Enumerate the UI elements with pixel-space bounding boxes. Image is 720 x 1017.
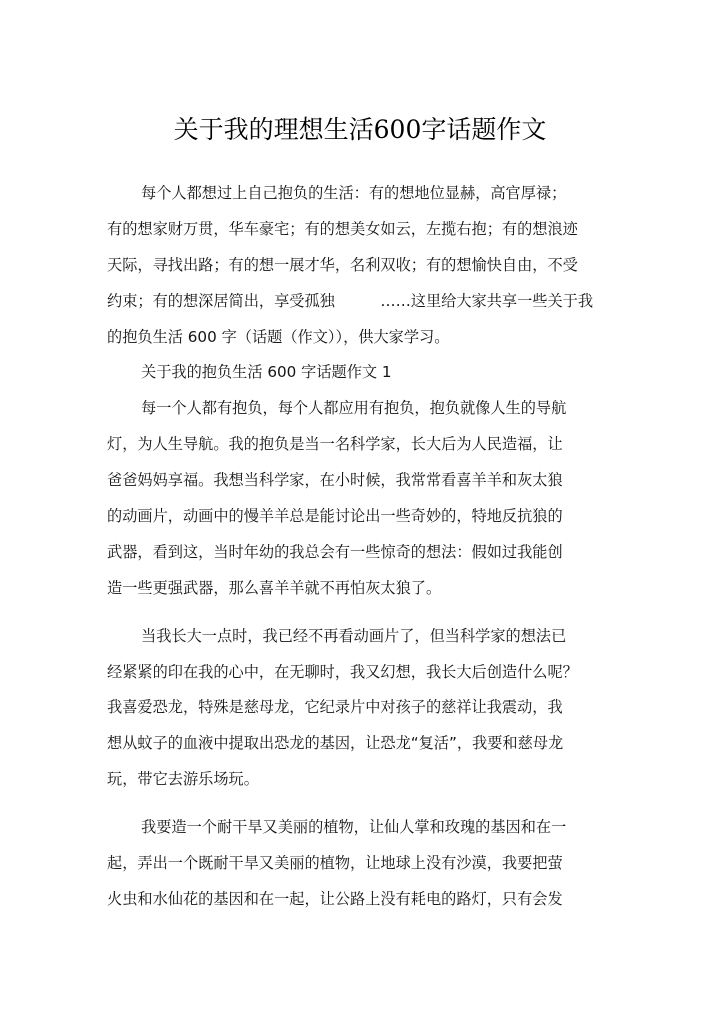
essay-heading bbox=[107, 355, 613, 391]
text-line: 灯，为人生导航。我的抱负是当一名科学家，长大后为人民造福，让 bbox=[107, 435, 563, 454]
text-line: 当我长大一点时，我已经不再看动画片了，但当科学家的想法已 bbox=[141, 626, 567, 645]
text-line: 武器，看到这，当时年幼的我总会有一些惊奇的想法：假如过我能创 bbox=[107, 542, 563, 561]
text-line: 约束；有的想深居简出，享受孤独 ……这里给大家共享一些关于我 bbox=[107, 291, 593, 310]
text-line: 经紧紧的印在我的心中，在无聊时，我又幻想，我长大后创造什么呢？ bbox=[107, 662, 578, 681]
page-title: 关于我的理想生活600字话题作文 bbox=[173, 115, 547, 144]
paragraph-gap bbox=[107, 607, 613, 619]
text-line: 有的想家财万贯，华车豪宅；有的想美女如云，左揽右抱；有的想浪迹 bbox=[107, 219, 578, 238]
text-line: 天际，寻找出路；有的想一展才华，名利双收；有的想愉快自由，不受 bbox=[107, 255, 578, 274]
text-line: 玩，带它去游乐场玩。 bbox=[107, 770, 259, 789]
document-body bbox=[107, 176, 613, 918]
body-paragraph-3 bbox=[107, 810, 613, 918]
text-line: 每个人都想过上自己抱负的生活：有的想地位显赫，高官厚禄； bbox=[141, 184, 567, 202]
paragraph-gap bbox=[107, 798, 613, 810]
text-line: 想从蚊子的血液中提取出恐龙的基因，让恐龙“复活”，我要和慈母龙 bbox=[107, 734, 564, 753]
text-line: 爸爸妈妈享福。我想当科学家，在小时候，我常常看喜羊羊和灰太狼 bbox=[107, 471, 563, 490]
text-line: 我喜爱恐龙，特殊是慈母龙，它纪录片中对孩子的慈祥让我震动，我 bbox=[107, 698, 563, 717]
text-line: 起，弄出一个既耐干旱又美丽的植物，让地球上没有沙漠，我要把萤 bbox=[107, 854, 563, 873]
section-heading: 关于我的抱负生活 600 字话题作文 1 bbox=[141, 363, 392, 382]
text-line: 造一些更强武器，那么喜羊羊就不再怕灰太狼了。 bbox=[107, 578, 442, 597]
text-line: 我要造一个耐干旱又美丽的植物，让仙人掌和玫瑰的基因和在一 bbox=[141, 818, 567, 837]
text-line: 每一个人都有抱负，每个人都应用有抱负，抱负就像人生的导航 bbox=[141, 399, 567, 418]
body-paragraph-1 bbox=[107, 391, 613, 606]
body-paragraph-2 bbox=[107, 619, 613, 798]
text-line: 的抱负生活 600 字（话题（作文）），供大家学习。 bbox=[107, 327, 450, 346]
intro-paragraph bbox=[107, 176, 613, 355]
text-line: 火虫和水仙花的基因和在一起，让公路上没有耗电的路灯，只有会发 bbox=[107, 889, 563, 908]
text-line: 的动画片，动画中的慢羊羊总是能讨论出一些奇妙的，特地反抗狼的 bbox=[107, 507, 563, 526]
